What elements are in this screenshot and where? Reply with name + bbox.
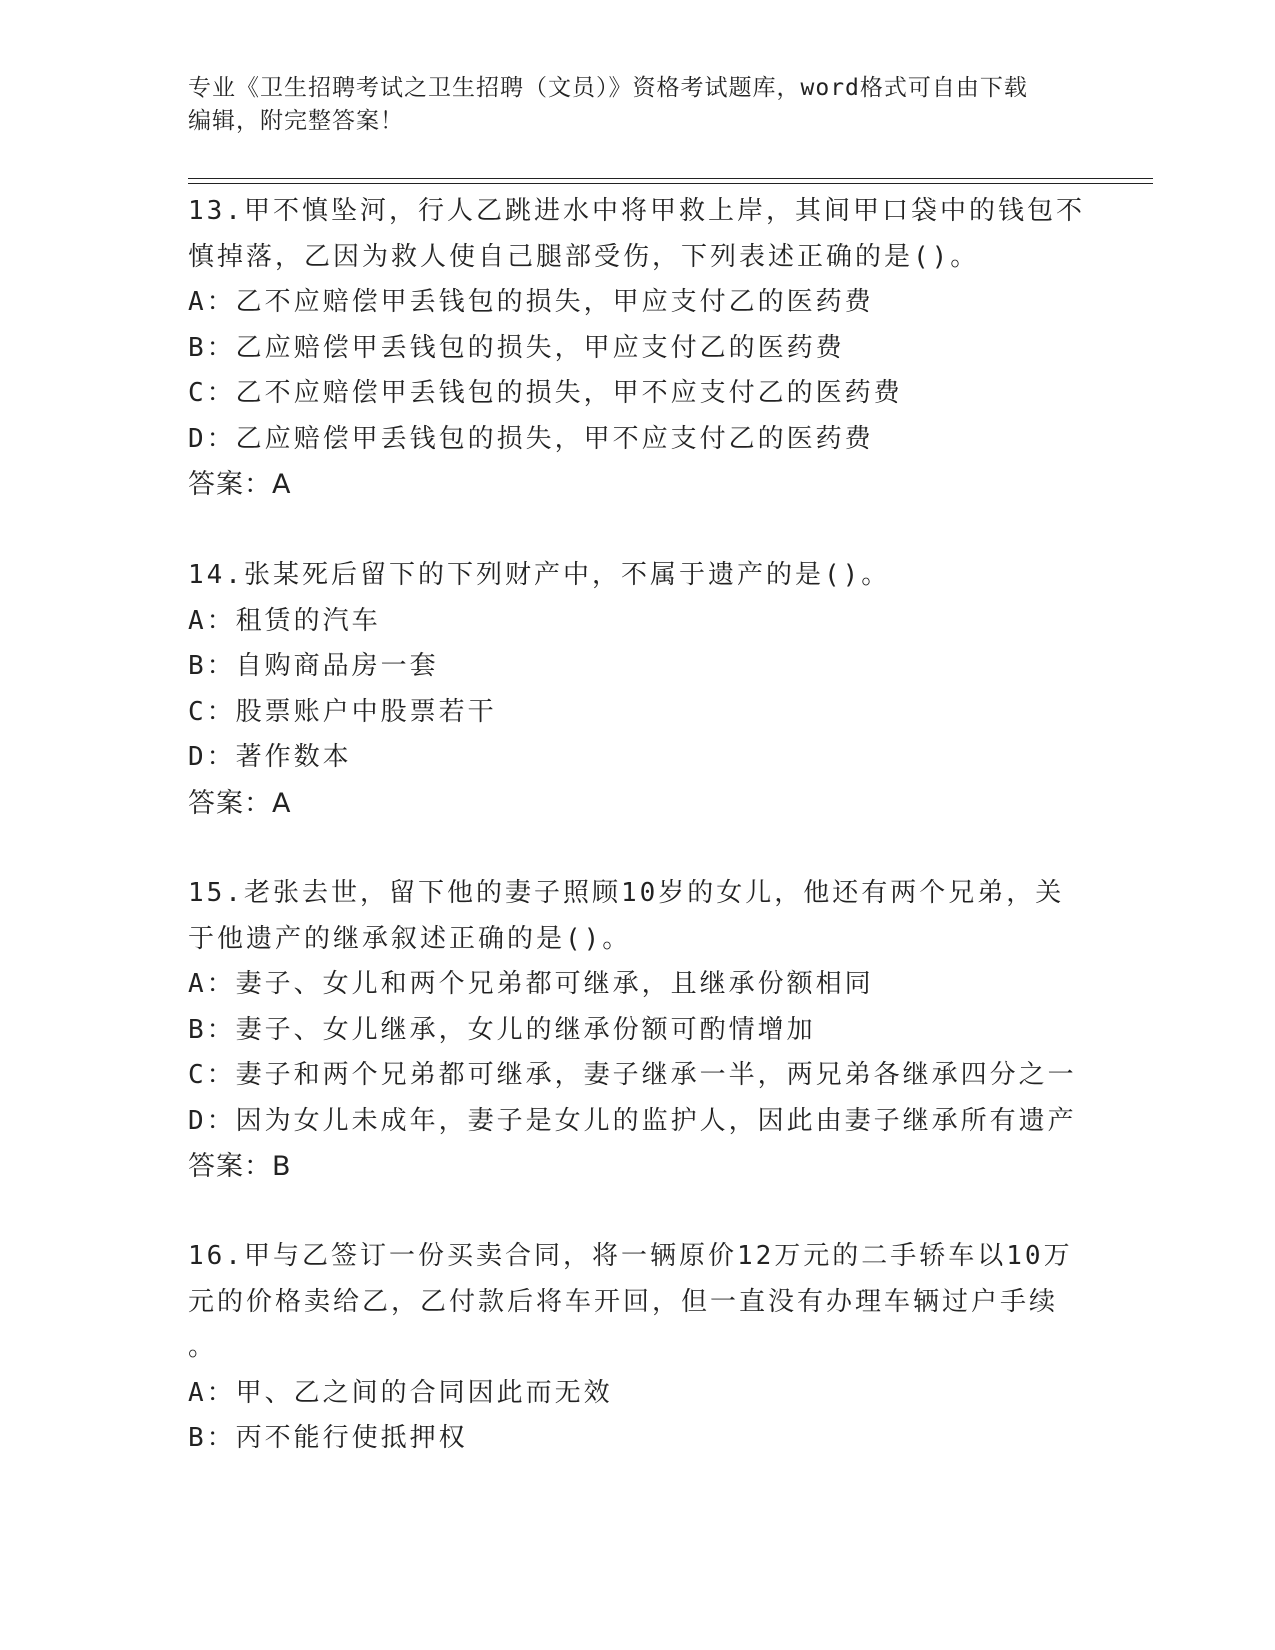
answer-line: 答案：B [188, 1151, 292, 1182]
question-stem-line: 慎掉落，乙因为救人使自己腿部受伤，下列表述正确的是()。 [188, 241, 980, 272]
option-b: B：自购商品房一套 [188, 651, 439, 681]
question-stem-line: 元的价格卖给乙，乙付款后将车开回，但一直没有办理车辆过户手续 [188, 1286, 1059, 1317]
option-b: B：乙应赔偿甲丢钱包的损失，甲应支付乙的医药费 [188, 332, 845, 363]
header-divider-top [188, 178, 1153, 179]
question-16 [188, 1234, 1078, 1462]
question-stem-line: 16.甲与乙签订一份买卖合同，将一辆原价12万元的二手轿车以10万 [188, 1241, 1073, 1271]
option-d: D：乙应赔偿甲丢钱包的损失，甲不应支付乙的医药费 [188, 423, 874, 454]
question-stem-line: 。 [188, 1332, 218, 1362]
option-a: A：甲、乙之间的合同因此而无效 [188, 1377, 613, 1408]
header-divider-bottom [188, 183, 1153, 184]
option-a: A：租赁的汽车 [188, 605, 381, 636]
header-line-1: 专业《卫生招聘考试之卫生招聘（文员）》资格考试题库，word格式可自由下载 [188, 75, 1028, 101]
option-d: D：著作数本 [188, 742, 352, 772]
option-b: B：丙不能行使抵押权 [188, 1423, 468, 1453]
answer-line: 答案：A [188, 469, 292, 500]
option-c: C：乙不应赔偿甲丢钱包的损失，甲不应支付乙的医药费 [188, 378, 903, 408]
question-stem-line: 于他遗产的继承叙述正确的是()。 [188, 923, 632, 954]
option-c: C：妻子和两个兄弟都可继承，妻子继承一半，两兄弟各继承四分之一 [188, 1060, 1077, 1090]
option-c: C：股票账户中股票若干 [188, 696, 497, 727]
question-stem-line: 14.张某死后留下的下列财产中，不属于遗产的是()。 [188, 560, 891, 590]
question-stem-line: 15.老张去世，留下他的妻子照顾10岁的女儿，他还有两个兄弟，关 [188, 878, 1065, 908]
option-d: D：因为女儿未成年，妻子是女儿的监护人，因此由妻子继承所有遗产 [188, 1105, 1077, 1136]
question-14 [188, 553, 1078, 826]
option-a: A：妻子、女儿和两个兄弟都可继承，且继承份额相同 [188, 969, 874, 999]
option-a: A：乙不应赔偿甲丢钱包的损失，甲应支付乙的医药费 [188, 287, 874, 317]
document-header [188, 72, 1088, 138]
answer-line: 答案：A [188, 787, 292, 819]
question-stem-line: 13.甲不慎坠河，行人乙跳进水中将甲救上岸，其间甲口袋中的钱包不 [188, 196, 1085, 226]
option-b: B：妻子、女儿继承，女儿的继承份额可酌情增加 [188, 1014, 816, 1045]
question-13 [188, 189, 1085, 508]
question-15 [188, 871, 1078, 1190]
header-line-2: 编辑，附完整答案！ [188, 108, 404, 134]
